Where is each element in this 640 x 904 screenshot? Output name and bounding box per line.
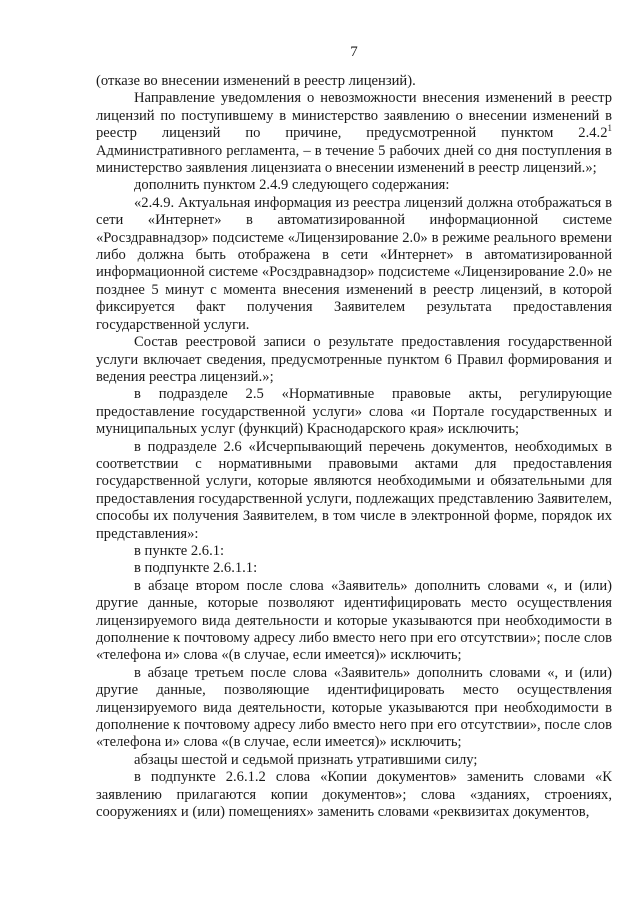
paragraph-9: в подпункте 2.6.1.1:: [134, 560, 258, 577]
paragraph-1: (отказе во внесении изменений в реестр лицензий).: [96, 73, 416, 89]
paragraph-11: в абзаце третьем после слова «Заявитель» дополнить словами «, и (или) другие данные, позволяющие идентифицировать место осуществления лицензируемого вида деятельности, которые указываются при необходимости в дополнение к почтовому адресу либо вместо него при его отсутствии», после слов «телефона и» слова «(в случае, если имеется)» исключить;: [96, 664, 612, 751]
paragraph-4: «2.4.9. Актуальная информация из реестра лицензий должна отображаться в сети «Интернет» в автоматизированной информационной системе «Росздравнадзор» подсистеме «Лицензирование 2.0» в режиме реального времени либо должна быть отображена в сети «Интернет» в автоматизированной информационной системе «Росздравнадзор» подсистеме «Лицензирование 2.0» не позднее 5 минут с момента внесения изменений в реестр лицензий, в которой фиксируется факт получения Заявителем результата предоставления государственной услуги.: [96, 194, 612, 333]
paragraph-12: абзацы шестой и седьмой признать утратившими силу;: [134, 751, 478, 768]
paragraph-10: в абзаце втором после слова «Заявитель» дополнить словами «, и (или) другие данные, которые позволяют идентифицировать место осуществления лицензируемого вида деятельности и которые указываются при необходимости в дополнение к почтовому адресу либо вместо него при его отсутствии»; после слов «телефона и» слова «(в случае, если имеется)» исключить;: [96, 577, 612, 664]
paragraph-2-tail: Административного регламента, – в течение 5 рабочих дней со дня поступления в министерство заявления лицензиата о внесении изменений в реестр лицензий.»;: [96, 142, 612, 177]
paragraph-3: дополнить пунктом 2.4.9 следующего содержания:: [134, 177, 450, 194]
paragraph-8: в пункте 2.6.1:: [134, 542, 225, 559]
paragraph-2-text: Направление уведомления о невозможности внесения изменений в реестр лицензий по поступившему в министерство заявлению о внесении изменений в реестр лицензий по причине, предусмотренной пунктом 2.4.2: [96, 90, 612, 142]
document-body: [96, 73, 612, 821]
superscript-mark: 1: [607, 123, 612, 134]
paragraph-7: в подразделе 2.6 «Исчерпывающий перечень документов, необходимых в соответствии с нормативными правовыми актами для предоставления государственной услуги, которые являются необходимыми и обязательными для предоставления государственной услуги, подлежащих представлению Заявителем, способы их получения Заявителем, в том числе в электронной форме, порядок их представления»:: [96, 438, 612, 542]
paragraph-13: в подпункте 2.6.1.2 слова «Копии документов» заменить словами «К заявлению прилагаются копии документов»; слова «зданиях, строениях, сооружениях и (или) помещениях» заменить словами «реквизитах документов,: [96, 769, 612, 821]
paragraph-2: [96, 90, 612, 177]
page-number: 7: [350, 44, 358, 60]
paragraph-6: в подразделе 2.5 «Нормативные правовые акты, регулирующие предоставление государственной услуги» слова «и Портале государственных и муниципальных услуг (функций) Краснодарского края» исключить;: [96, 386, 612, 438]
document-page: [96, 0, 612, 904]
paragraph-5: Состав реестровой записи о результате предоставления государственной услуги включает сведения, предусмотренные пунктом 6 Правил формирования и ведения реестра лицензий.»;: [96, 334, 612, 385]
